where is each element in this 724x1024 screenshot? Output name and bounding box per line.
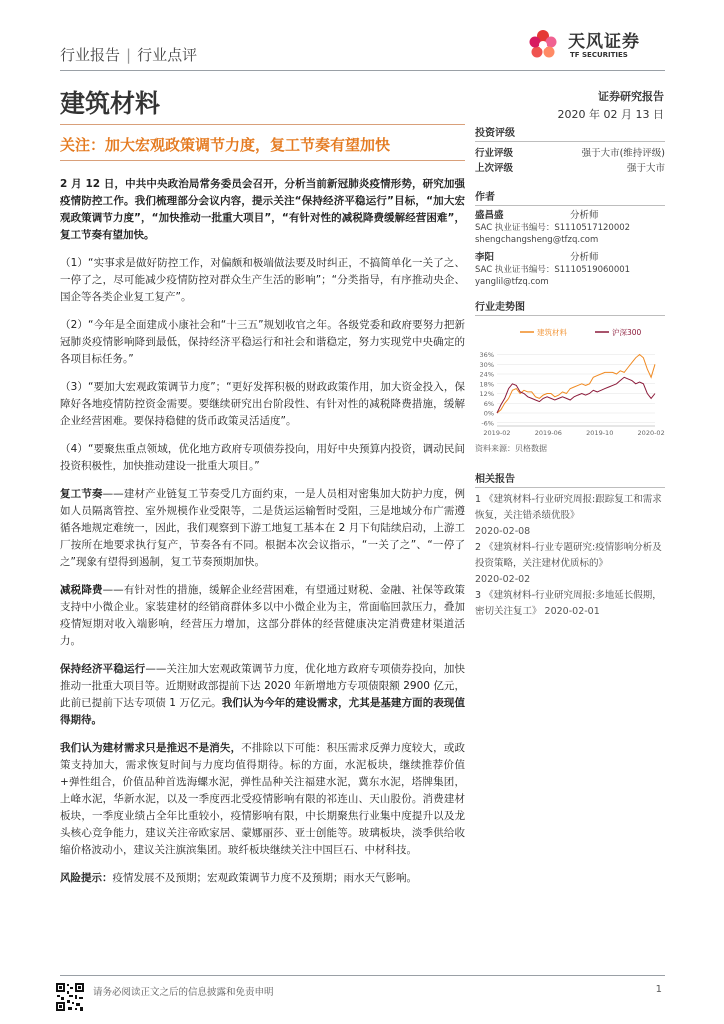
risk-text: 疫情发展不及预期；宏观政策调节力度不及预期；雨水天气影响。 (112, 872, 417, 884)
rating-value: 强于大市 (626, 163, 665, 174)
y-tick-label: 36% (479, 351, 494, 359)
y-tick-label: 18% (479, 380, 494, 389)
author-role: 分析师 (570, 252, 599, 263)
author-email[interactable]: yanglil@tfzq.com (475, 277, 549, 287)
related-item-date: 2020-02-01 (544, 606, 600, 617)
author-name: 李阳 (475, 252, 495, 263)
recommendation-heading: 我们认为建材需求只是推迟不是消失， (60, 742, 242, 754)
disclaimer-text: 请务必阅读正文之后的信息披露和免责申明 (93, 987, 274, 998)
tax-cut-heading: 减税降费 (60, 584, 103, 596)
y-tick-label: 12% (479, 390, 494, 398)
author-card (475, 252, 665, 288)
risk-heading: 风险提示： (60, 872, 113, 884)
report-subtitle: 关注：加大宏观政策调节力度，复工节奏有望加快 (60, 136, 391, 154)
meeting-point-3: （3）“要加大宏观政策调节力度”；“更好发挥积极的财政政策作用，加大资金投入，保障好各地疫情防控资金需要。要继续研究出台阶段性、有针对性的减税降费措施，缓解企业经营困难。要保持稳健的货币政策灵活适度”。 (60, 381, 465, 427)
subtitle-bottom-divider (60, 160, 465, 161)
tax-cut-paragraph (60, 582, 465, 650)
author-email[interactable]: shengchangsheng@tfzq.com (475, 235, 599, 245)
rating-value: 强于大市(维持评级) (581, 148, 665, 159)
stability-conclusion: 我们认为今年的建设需求，尤其是基建方面的表现值得期待。 (60, 697, 466, 726)
recommendation-text: 不排除以下可能：积压需求反弹力度较大，或政策支持加大，需求恢复时间与力度均值得期待。标的方面，水泥板块，继续推荐价值+弹性组合，价值品种首选海螺水泥，弹性品种关注福建水泥，冀东水泥，塔牌集团，上峰水泥，华新水泥，以及一季度西北受疫情影响有限的祁连山、天山股份。消费建材板块，一季度业绩占全年比重较小，疫情影响有限，中长期聚焦行业集中度提升以及龙头核心竞争能力，建议关注帝欧家居、蒙娜丽莎、亚士创能等。玻璃板块，淡季供给收缩价格波动小，建议关注旗滨集团。玻纤板块继续关注中国巨石、中材科技。 (60, 742, 466, 856)
x-tick-label: 2019-06 (534, 429, 562, 437)
legend-label: 沪深300 (612, 328, 642, 337)
authors-section-title: 作者 (475, 188, 665, 206)
y-tick-label: 0% (483, 409, 494, 418)
related-section-title: 相关报告 (475, 470, 665, 488)
footer-divider (60, 975, 665, 976)
y-tick-label: -6% (481, 419, 494, 428)
related-item-date: 2020-02-02 (475, 574, 531, 585)
related-item[interactable] (475, 540, 665, 588)
company-logo (520, 22, 670, 68)
x-tick-label: 2019-10 (586, 429, 614, 437)
trend-section (475, 298, 665, 454)
rating-key: 行业评级 (475, 148, 514, 159)
meeting-point-4: （4）“要聚焦重点领域，优化地方政府专项债券投向，用好中央预算内投资，调动民间投资积极性，加快推动建设一批重大项目。” (60, 443, 465, 472)
report-type: 证券研究报告 (598, 90, 664, 103)
resumption-heading: 复工节奏 (60, 488, 103, 500)
related-item-date: 2020-02-08 (475, 526, 531, 537)
author-role: 分析师 (570, 210, 599, 221)
tax-cut-text: ——有针对性的措施，缓解企业经营困难，有望通过财税、金融、社保等政策支持中小微企业。家装建材的经销商群体多以中小微企业为主，常面临回款压力，叠加疫情短期对收入端影响，经营压力增加，这部分群体的经营健康决定消费建材渠道活力。 (60, 584, 466, 647)
logo-english-name: TF SECURITIES (570, 51, 628, 59)
authors-section (475, 188, 665, 288)
y-tick-label: 6% (483, 399, 494, 408)
report-date: 2020 年 02 月 13 日 (557, 108, 664, 121)
page-number: 1 (655, 984, 662, 995)
author-sac: SAC 执业证书编号：S1110519060001 (475, 265, 631, 275)
series-line (497, 377, 655, 413)
related-item-title[interactable]: 2 《建筑材料-行业专题研究:疫情影响分析及投资策略，关注建材优质标的》 (475, 542, 662, 569)
related-item-title[interactable]: 3 《建筑材料-行业研究周报:多地延长假期，密切关注复工》 (475, 590, 662, 617)
resumption-paragraph (60, 486, 465, 571)
trend-chart (475, 320, 665, 438)
x-tick-label: 2020-02 (637, 429, 665, 437)
stability-paragraph (60, 661, 465, 729)
chart-source: 资料来源：贝格数据 (475, 444, 547, 453)
header-divider (60, 70, 665, 71)
rating-row (475, 161, 665, 176)
related-item-title[interactable]: 1 《建筑材料-行业研究周报:跟踪复工和需求恢复，关注错杀绩优股》 (475, 494, 662, 521)
resumption-text: ——建材产业链复工节奏受几方面约束，一是人员相对密集加大防护力度，例如人员隔离管控、室外规模作业受限等，二是货运运输暂时受阻，三是地域分布广需遵循各地规定难统一，因此，我们观察到下游工地复工基本在 2 月下旬陆续启动，上游工厂按所在地要求执行复产，节奏各有不同。根据本次会议指示，“一关了之”、“一停了之”现象有望得到遏制，复工节奏预期加快。 (60, 488, 466, 568)
author-sac: SAC 执业证书编号：S1110517120002 (475, 223, 631, 233)
subtitle-top-divider (60, 124, 465, 125)
related-item[interactable] (475, 588, 665, 620)
rating-section (475, 124, 665, 176)
recommendation-paragraph (60, 740, 465, 859)
qr-code-icon (55, 982, 85, 1012)
y-tick-label: 30% (479, 360, 494, 369)
meeting-point-1: （1）“实事求是做好防控工作，对偏颇和极端做法要及时纠正，不搞简单化一关了之、一停了之，尽可能减少疫情防控对群众生产生活的影响”；“分类指导，有序推动央企、国企等各类企业复工复产”。 (60, 257, 465, 303)
trend-section-title: 行业走势图 (475, 298, 665, 316)
category-label: 行业报告 (60, 46, 121, 64)
report-body (60, 176, 465, 898)
stability-text: ——关注加大宏观政策调节力度，优化地方政府专项债券投向，加快推动一批重大项目等。近期财政部提前下达 2020 年新增地方专项债限额 2900 亿元，此前已提前下达专项债 1 万亿元。 (60, 663, 466, 709)
rating-section-title: 投资评级 (475, 124, 665, 142)
logo-name: 天风证券 (568, 32, 640, 52)
subcategory-label: 行业点评 (137, 46, 198, 64)
related-section (475, 470, 665, 620)
rating-row (475, 146, 665, 161)
rating-key: 上次评级 (475, 163, 514, 174)
stability-heading: 保持经济平稳运行 (60, 663, 146, 675)
author-card (475, 210, 665, 246)
y-tick-label: 24% (479, 370, 494, 379)
meeting-point-2: （2）“今年是全面建成小康社会和“十三五”规划收官之年。各级党委和政府要努力把新冠肺炎疫情影响降到最低，保持经济平稳运行和社会和谐稳定，努力实现党中央确定的各项目标任务。” (60, 319, 465, 365)
report-category (60, 44, 197, 65)
risk-paragraph (60, 870, 465, 887)
author-name: 盛昌盛 (475, 210, 504, 221)
summary-paragraph: 2 月 12 日，中共中央政治局常务委员会召开，分析当前新冠肺炎疫情形势，研究加强疫情防控工作。我们梳理部分会议内容，提示关注“保持经济平稳运行”目标，“加大宏观政策调节力度”，“加快推动一批重大项目”，“有针对性的减税降费缓解经营困难”，复工节奏有望加快。 (60, 178, 465, 241)
category-separator: | (126, 46, 132, 64)
industry-title: 建筑材料 (60, 89, 161, 118)
logo-flower-icon (520, 22, 566, 68)
legend-label: 建筑材料 (537, 328, 567, 337)
x-tick-label: 2019-02 (483, 429, 511, 437)
related-item[interactable] (475, 492, 665, 540)
